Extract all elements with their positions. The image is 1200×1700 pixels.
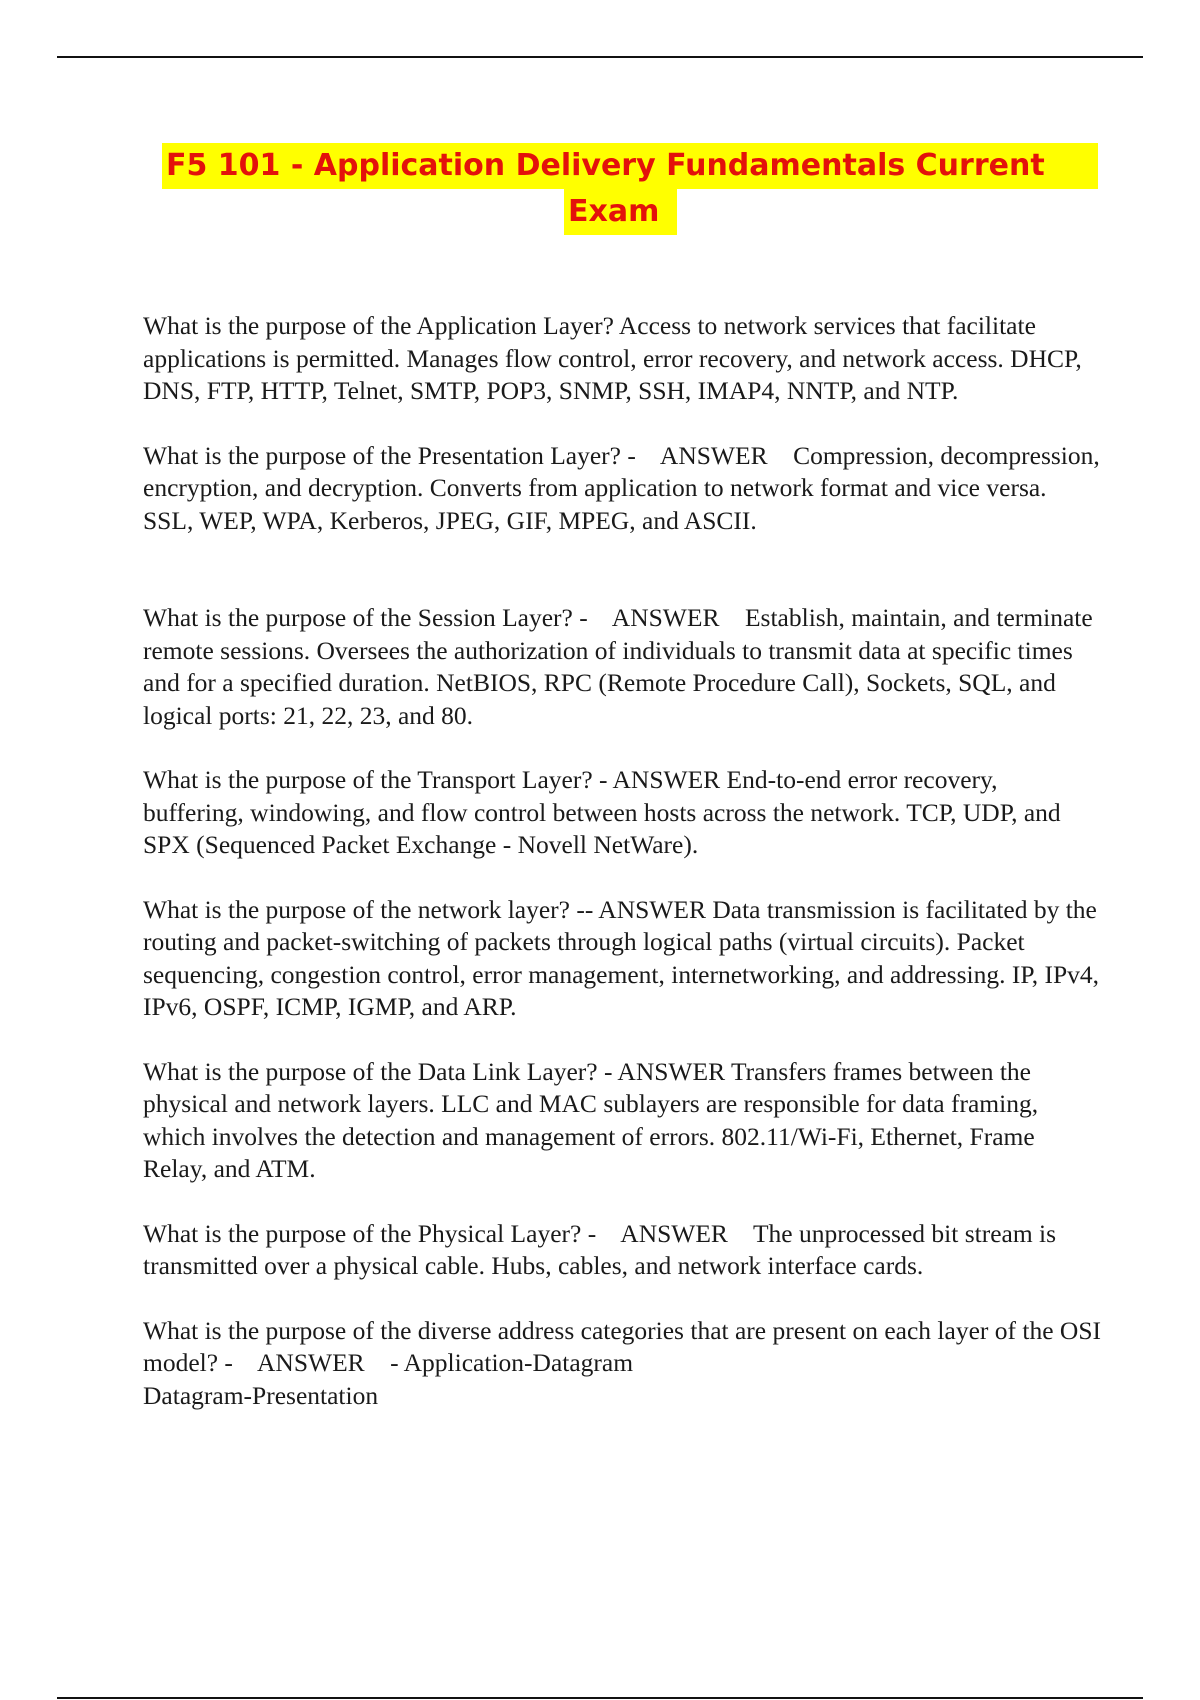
qa-network-layer: What is the purpose of the network layer? -- ANSWER Data transmission is facilitated by the routing and packet-switching of packets through logical paths (virtual circuits). Packet sequencing, congestion control, error management, internetworking, and addressing. IP, IPv4, IPv6, OSPF, ICMP, IGMP, and ARP. <box>143 894 1106 1021</box>
top-rule <box>57 56 1143 58</box>
qa-list <box>143 310 1107 1412</box>
qa-data-link-layer: What is the purpose of the Data Link Layer? - ANSWER Transfers frames between the physical and network layers. LLC and MAC sublayers are responsible for data framing, which involves the detection and management of errors. 802.11/Wi-Fi, Ethernet, Frame Relay, and ATM. <box>143 1056 1045 1183</box>
title-line-1: F5 101 - Application Delivery Fundamentals Current <box>162 143 1098 189</box>
bottom-rule <box>57 1697 1143 1699</box>
title-line-2: Exam <box>564 189 677 235</box>
qa-presentation-layer: What is the purpose of the Presentation Layer? - ANSWER Compression, decompression, encryption, and decryption. Converts from application to network format and vice versa. SSL, WEP, WPA, Kerberos, JPEG, GIF, MPEG, and ASCII. <box>143 440 1107 535</box>
qa-session-layer: What is the purpose of the Session Layer? - ANSWER Establish, maintain, and terminate remote sessions. Oversees the authorization of individuals to transmit data at specific times and for a specified duration. NetBIOS, RPC (Remote Procedure Call), Sockets, SQL, and logical ports: 21, 22, 23, and 80. <box>143 603 1100 730</box>
qa-physical-layer: What is the purpose of the Physical Layer? - ANSWER The unprocessed bit stream is transmitted over a physical cable. Hubs, cables, and network interface cards. <box>143 1218 1063 1280</box>
qa-application-layer: What is the purpose of the Application Layer? Access to network services that facilitate applications is permitted. Manages flow control, error recovery, and network access. DHCP, DNS, FTP, HTTP, Telnet, SMTP, POP3, SNMP, SSH, IMAP4, NNTP, and NTP. <box>143 311 1089 405</box>
qa-transport-layer: What is the purpose of the Transport Layer? - ANSWER End-to-end error recovery, buffering, windowing, and flow control between hosts across the network. TCP, UDP, and SPX (Sequenced Packet Exchange - Novell NetWare). <box>143 765 1068 859</box>
qa-address-categories: What is the purpose of the diverse address categories that are present on each layer of the OSI model? - ANSWER - Application-Datagram Datagram-Presentation <box>143 1315 1102 1410</box>
